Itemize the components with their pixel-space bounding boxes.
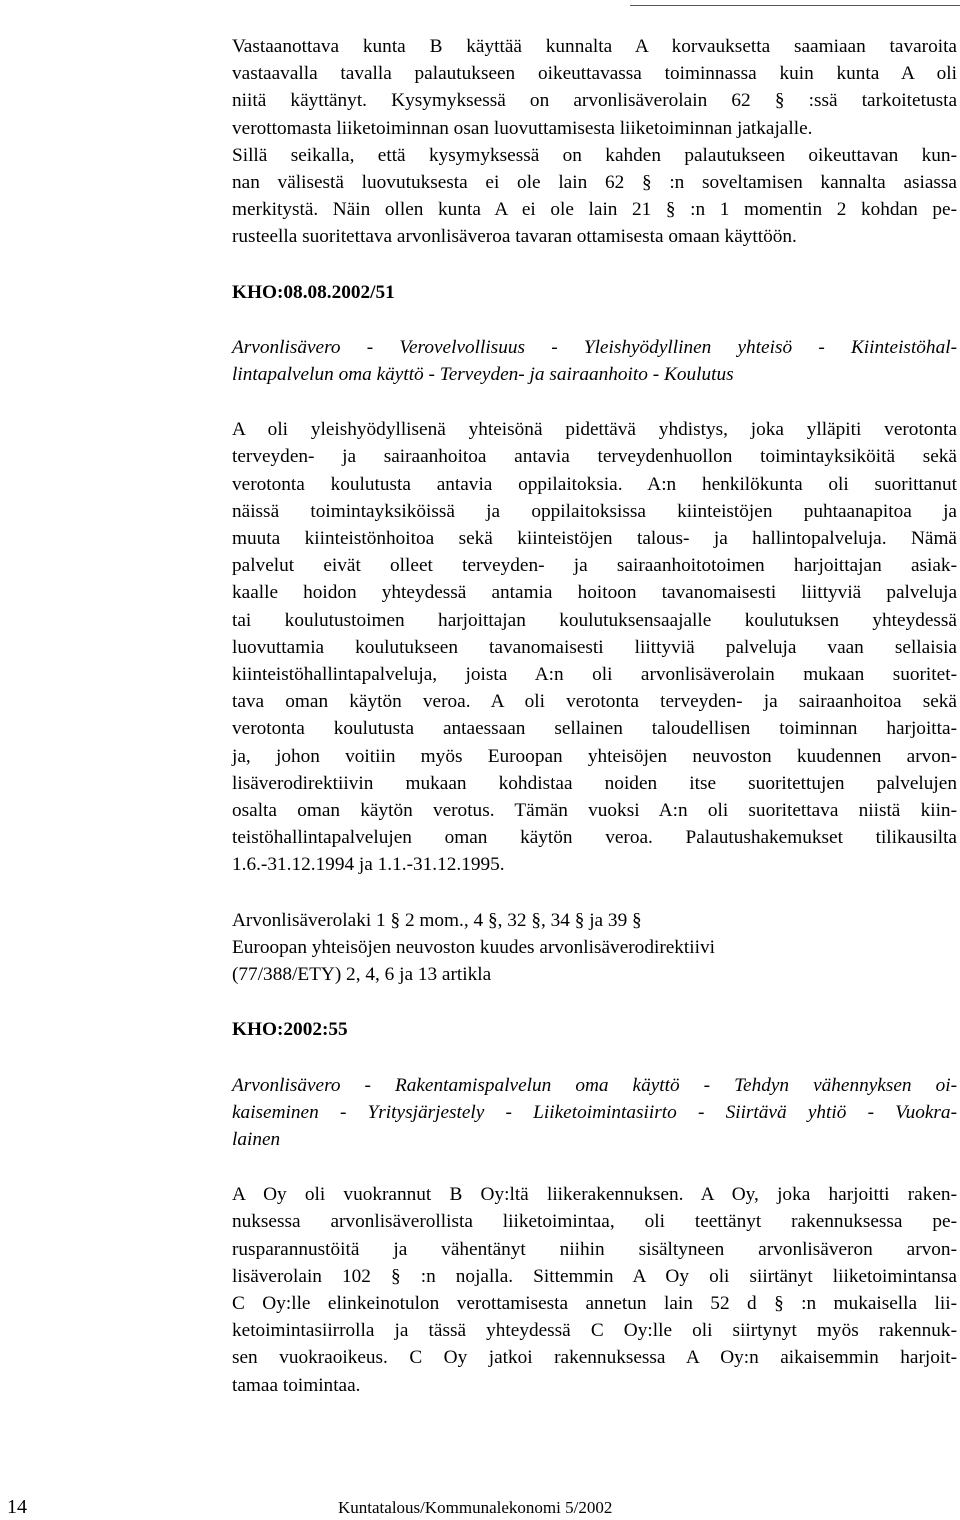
body-line: tava oman käytön veroa. A oli verotonta terveyden- ja sairaanhoitoa sekä [232, 691, 957, 713]
body-line: rusparannustöitä ja vähentänyt niihin sisältyneen arvonlisäveron arvon- [232, 1238, 957, 1260]
article-column [232, 33, 957, 1399]
reference-line: Arvonlisäverolaki 1 § 2 mom., 4 §, 32 §, 34 § ja 39 § [232, 909, 642, 931]
intro-line: nan välisestä luovutuksesta ei ole lain 62 § :n soveltamisen kannalta asiassa [232, 172, 957, 194]
intro-line: verottomasta liiketoiminnan osan luovuttamisesta liiketoiminnan jatkajalle. [232, 117, 813, 139]
case-title: KHO:08.08.2002/51 [232, 281, 395, 303]
body-line: kaalle hoidon yhteydessä antamia hoitoon tavanomaisesti liittyviä palveluja [232, 582, 957, 604]
body-line: osalta oman käytön verotus. Tämän vuoksi A:n oli suoritettava niistä kiin- [232, 800, 957, 822]
intro-line: Vastaanottava kunta B käyttää kunnalta A korvauksetta saamiaan tavaroita [232, 36, 957, 57]
keyword-line: lainen [232, 1128, 281, 1150]
top-rule [630, 5, 960, 6]
body-line: näissä toimintayksiköissä ja oppilaitoksissa kiinteistöjen puhtaanapitoa ja [232, 500, 957, 522]
reference-line: Euroopan yhteisöjen neuvoston kuudes arvonlisäverodirektiivi [232, 936, 716, 958]
intro-line: niitä käyttänyt. Kysymyksessä on arvonlisäverolain 62 § :ssä tarkoitetusta [232, 90, 957, 112]
intro-line: rusteella suoritettava arvonlisäveroa tavaran ottamisesta omaan käyttöön. [232, 226, 797, 248]
body-line: muuta kiinteistönhoitoa sekä kiinteistöjen talous- ja hallintopalveluja. Nämä [232, 528, 957, 550]
body-line: terveyden- ja sairaanhoitoa antavia terveydenhuollon toimintayksiköitä sekä [232, 446, 957, 468]
body-line: ketoimintasiirrolla ja tässä yhteydessä C Oy:lle oli siirtynyt myös rakennuk- [232, 1320, 957, 1342]
body-line: A oli yleishyödyllisenä yhteisönä pidettävä yhdistys, joka ylläpiti verotonta [232, 419, 957, 441]
body-line: palvelut eivät olleet terveyden- ja sairaanhoitotoimen harjoittajan asiak- [232, 555, 957, 577]
case-keywords [232, 1072, 957, 1154]
body-line: lisäverolain 102 § :n nojalla. Sittemmin A Oy oli siirtänyt liiketoimintansa [232, 1265, 957, 1287]
case-keywords [232, 334, 957, 388]
publication-footer: Kuntatalous/Kommunalekonomi 5/2002 [338, 1498, 613, 1517]
reference-line: (77/388/ETY) 2, 4, 6 ja 13 artikla [232, 964, 492, 986]
body-line: kiinteistöhallintapalveluja, joista A:n oli arvonlisäverolain mukaan suoritet- [232, 664, 957, 686]
keyword-line: Arvonlisävero - Rakentamispalvelun oma käyttö - Tehdyn vähennyksen oi- [232, 1074, 957, 1096]
legal-references [232, 907, 957, 989]
body-line: 1.6.-31.12.1994 ja 1.1.-31.12.1995. [232, 854, 505, 876]
body-line: teistöhallintapalvelujen oman käytön veroa. Palautushakemukset tilikausilta [232, 827, 957, 849]
body-line: sen vuokraoikeus. C Oy jatkoi rakennuksessa A Oy:n aikaisemmin harjoit- [232, 1347, 957, 1369]
body-line: C Oy:lle elinkeinotulon verottamisesta annetun lain 52 d § :n mukaisella lii- [232, 1292, 957, 1314]
body-line: nuksessa arvonlisäverollista liiketoimintaa, oli teettänyt rakennuksessa pe- [232, 1211, 957, 1233]
intro-line: merkitystä. Näin ollen kunta A ei ole lain 21 § :n 1 momentin 2 kohdan pe- [232, 199, 957, 221]
case-body [232, 416, 957, 878]
intro-line: vastaavalla tavalla palautukseen oikeuttavassa toiminnassa kuin kunta A oli [232, 63, 957, 85]
intro-paragraph [232, 33, 957, 251]
body-line: luovuttamia koulutukseen tavanomaisesti liittyviä palveluja vaan sellaisia [232, 636, 957, 658]
body-line: tamaa toimintaa. [232, 1374, 361, 1396]
body-line: lisäverodirektiivin mukaan kohdistaa noiden itse suoritettujen palvelujen [232, 772, 957, 794]
keyword-line: Arvonlisävero - Verovelvollisuus - Yleishyödyllinen yhteisö - Kiinteistöhal- [232, 336, 957, 358]
body-line: verotonta koulutusta antavia oppilaitoksia. A:n henkilökunta oli suorittanut [232, 473, 957, 495]
body-line: ja, johon voitiin myös Euroopan yhteisöjen neuvoston kuudennen arvon- [232, 745, 957, 767]
keyword-line: lintapalvelun oma käyttö - Terveyden- ja sairaanhoito - Koulutus [232, 364, 734, 386]
case-body [232, 1181, 957, 1399]
keyword-line: kaiseminen - Yritysjärjestely - Liiketoimintasiirto - Siirtävä yhtiö - Vuokra- [232, 1101, 957, 1123]
body-line: tai koulutustoimen harjoittajan koulutuksensaajalle koulutuksen yhteydessä [232, 609, 957, 631]
body-line: A Oy oli vuokrannut B Oy:ltä liikerakennuksen. A Oy, joka harjoitti raken- [232, 1184, 957, 1206]
case-title: KHO:2002:55 [232, 1019, 348, 1041]
body-line: verotonta koulutusta antaessaan sellainen taloudellisen toiminnan harjoitta- [232, 718, 957, 740]
intro-line: Sillä seikalla, että kysymyksessä on kahden palautukseen oikeuttavan kun- [232, 144, 957, 166]
page-number: 14 [7, 1496, 27, 1518]
